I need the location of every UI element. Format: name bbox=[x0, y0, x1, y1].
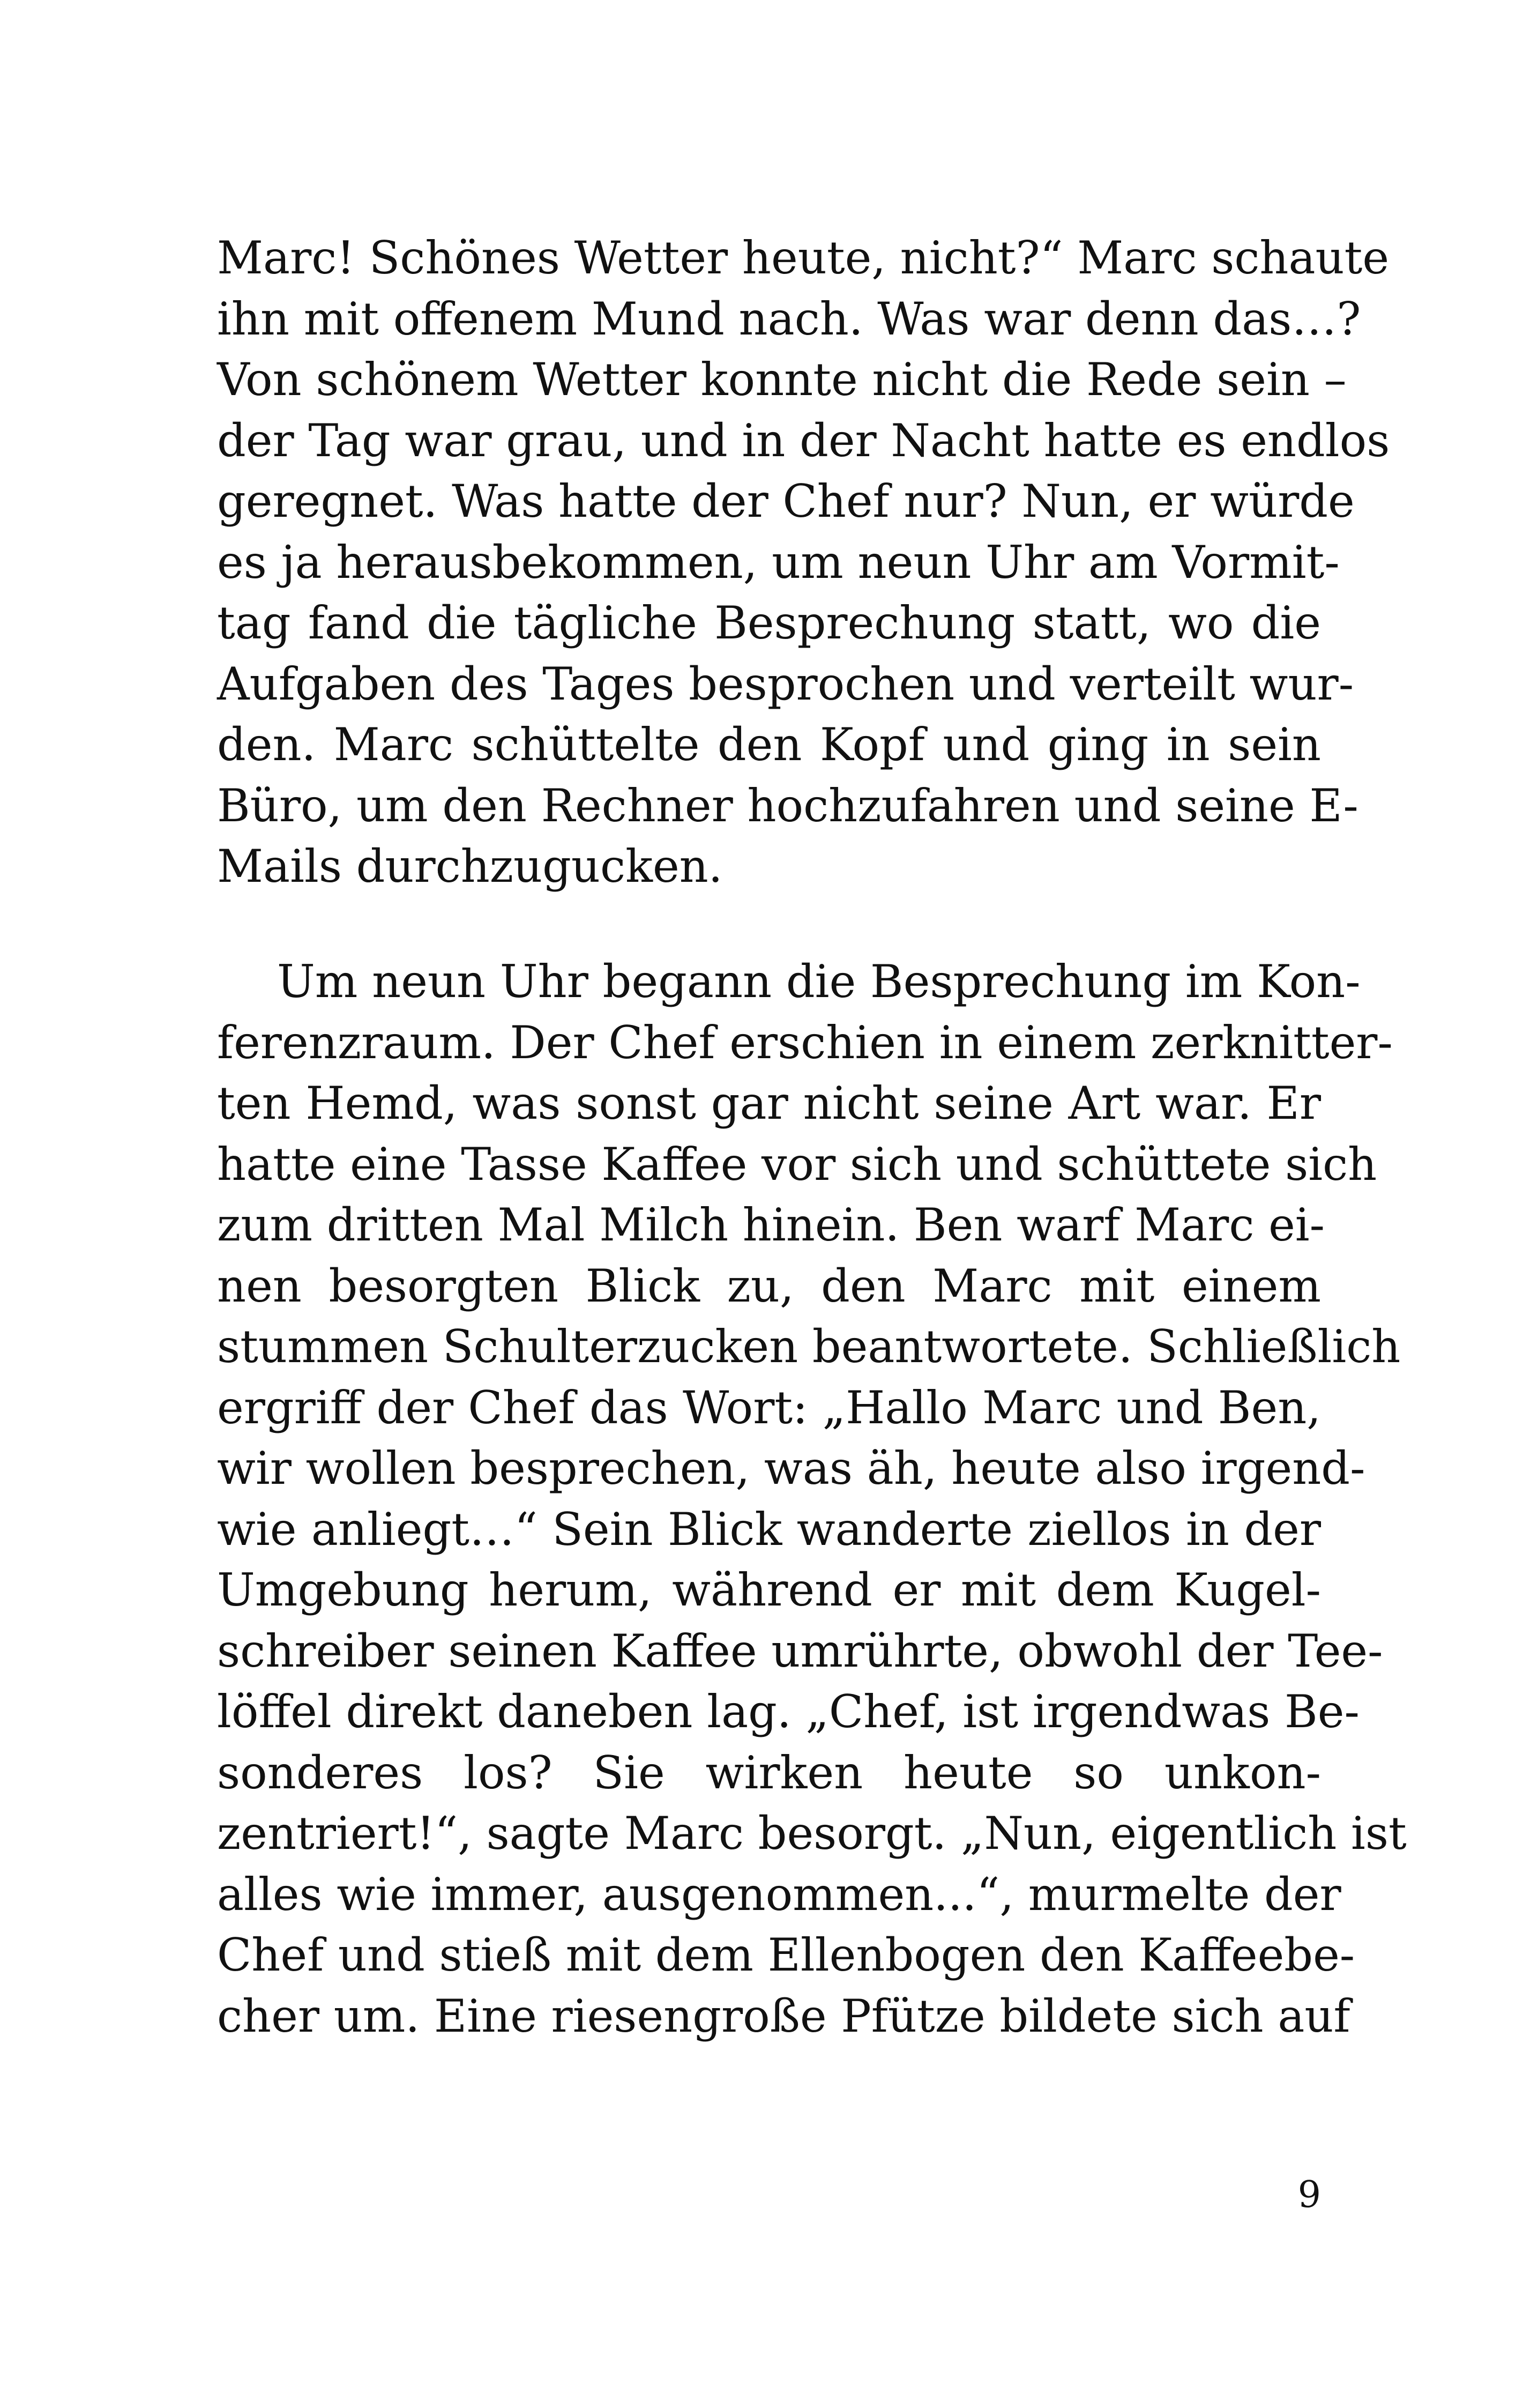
text-line: Aufgaben des Tages besprochen und verteilt wur- bbox=[217, 657, 1354, 710]
text-line: ergriff der Chef das Wort: „Hallo Marc und Ben, bbox=[217, 1381, 1321, 1434]
text-line: nen besorgten Blick zu, den Marc mit einem bbox=[217, 1259, 1321, 1312]
text-line: ferenzraum. Der Chef erschien in einem zerknitter- bbox=[217, 1016, 1393, 1069]
text-line: Von schönem Wetter konnte nicht die Rede sein – bbox=[217, 353, 1347, 406]
text-line: geregnet. Was hatte der Chef nur? Nun, er würde bbox=[217, 475, 1355, 527]
paragraph-2 bbox=[217, 952, 1407, 2108]
paragraph-1 bbox=[217, 228, 1390, 897]
text-line: den. Marc schüttelte den Kopf und ging in sein bbox=[217, 718, 1321, 771]
text-line: es ja herausbekommen, um neun Uhr am Vormit- bbox=[217, 536, 1340, 589]
text-line: ihn mit offenem Mund nach. Was war denn das…? bbox=[217, 292, 1361, 345]
text-line: cher um. Eine riesengroße Pfütze bildete sich auf bbox=[217, 1989, 1350, 2042]
text-line: hatte eine Tasse Kaffee vor sich und schüttete sich bbox=[217, 1138, 1377, 1191]
text-line: zum dritten Mal Milch hinein. Ben warf Marc ei- bbox=[217, 1199, 1325, 1251]
text-line: tag fand die tägliche Besprechung statt, wo die bbox=[217, 597, 1321, 649]
text-line: Büro, um den Rechner hochzufahren und seine E- bbox=[217, 779, 1358, 832]
text-line: der Tag war grau, und in der Nacht hatte es endlos bbox=[217, 414, 1390, 467]
text-line: schreiber seinen Kaffee umrührte, obwohl der Tee- bbox=[217, 1624, 1383, 1677]
page-number: 9 bbox=[1297, 2174, 1321, 2216]
text-line: Umgebung herum, während er mit dem Kugel- bbox=[217, 1564, 1321, 1616]
text-line: Um neun Uhr begann die Besprechung im Kon- bbox=[277, 955, 1361, 1008]
text-line: ten Hemd, was sonst gar nicht seine Art war. Er bbox=[217, 1077, 1321, 1129]
text-line: Mails durchzugucken. bbox=[217, 840, 723, 893]
text-line: Chef und stieß mit dem Ellenbogen den Kaffeebe- bbox=[217, 1929, 1355, 1981]
text-line: sonderes los? Sie wirken heute so unkon- bbox=[217, 1746, 1321, 1799]
text-line: zentriert!“, sagte Marc besorgt. „Nun, eigentlich ist bbox=[217, 1807, 1407, 1860]
text-line: stummen Schulterzucken beantwortete. Schließlich bbox=[217, 1320, 1401, 1373]
text-line bbox=[217, 2047, 1321, 2108]
text-line: wir wollen besprechen, was äh, heute also irgend- bbox=[217, 1442, 1365, 1495]
text-line: alles wie immer, ausgenommen...“, murmelte der bbox=[217, 1868, 1341, 1921]
text-line: Marc! Schönes Wetter heute, nicht?“ Marc schaute bbox=[217, 232, 1390, 284]
text-line: wie anliegt…“ Sein Blick wanderte ziellos in der bbox=[217, 1503, 1321, 1556]
text-line: löffel direkt daneben lag. „Chef, ist irgendwas Be- bbox=[217, 1685, 1360, 1738]
